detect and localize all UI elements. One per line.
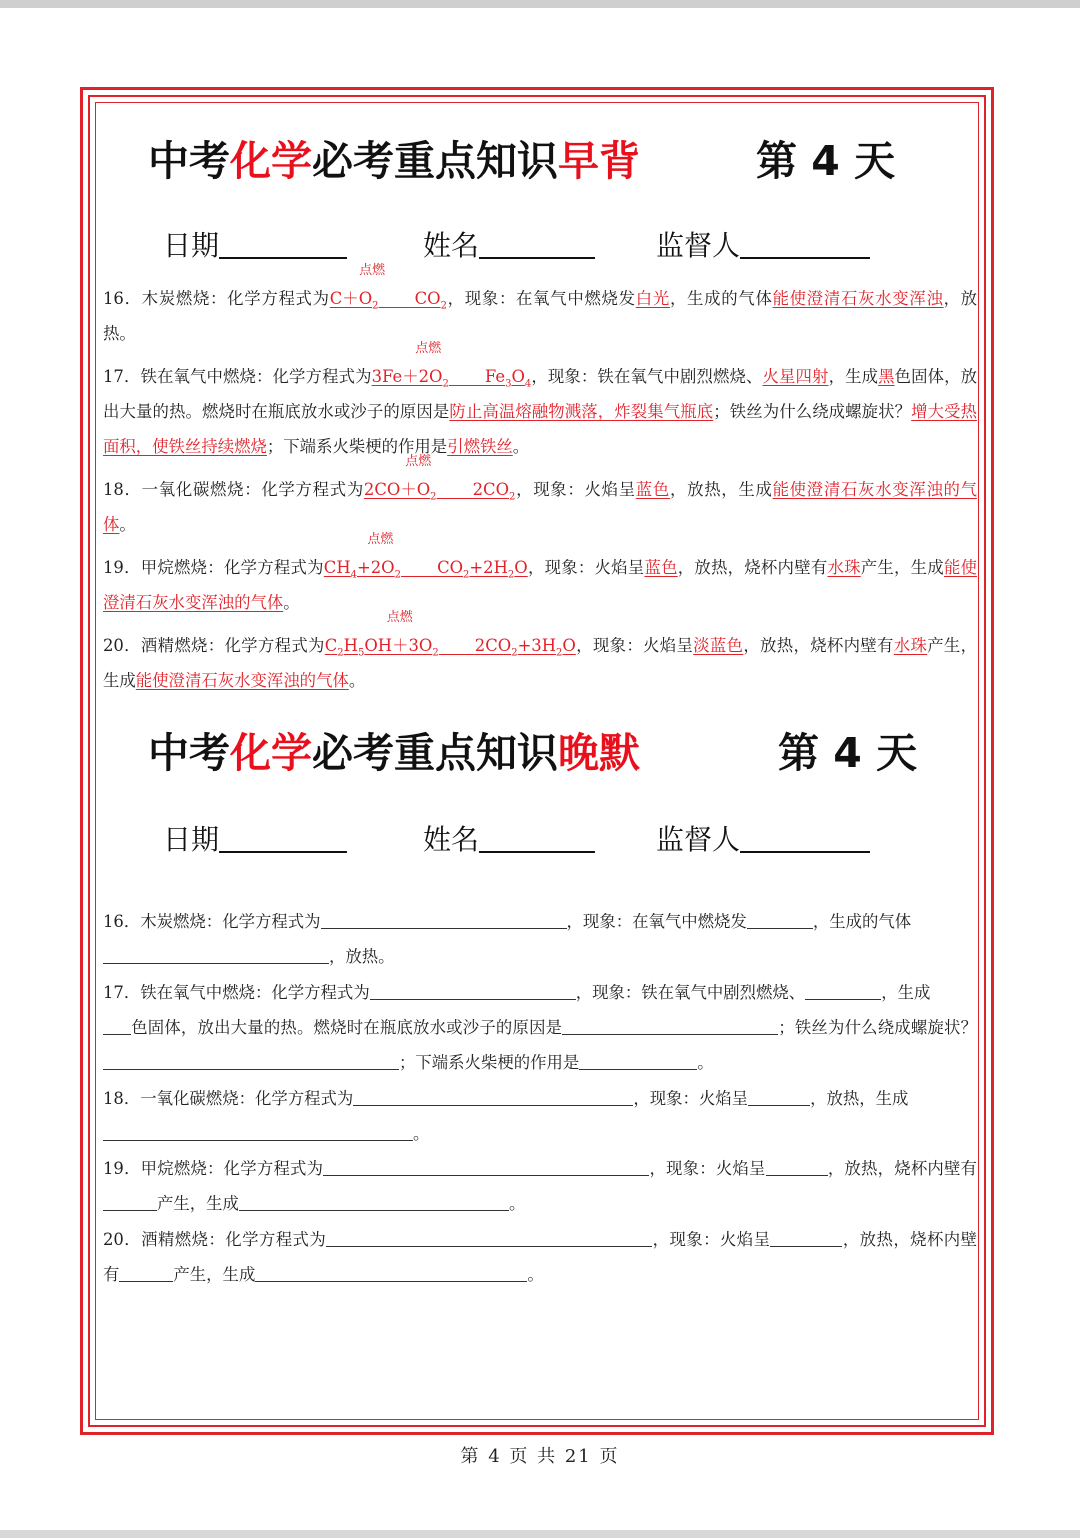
answer-blank[interactable] [766, 1159, 828, 1176]
supervisor-label: 监督人 [656, 823, 741, 856]
text-span: CO [437, 558, 464, 577]
text-span: ，生成的气体 [812, 912, 912, 931]
text-span: ，生成 [828, 367, 879, 386]
answer-blank[interactable] [103, 947, 329, 964]
text-span: 色固体，放出大量的热。燃烧时在瓶底放水或沙子的原因是 [103, 367, 978, 421]
subscript: 2 [432, 647, 439, 659]
text-span: H [343, 636, 358, 655]
text-span: CO [414, 289, 441, 308]
answer-blank[interactable] [747, 912, 813, 929]
answer-text [472, 480, 516, 503]
text-span: ，现象：火焰呈 [652, 1230, 771, 1249]
text-span: ，现象：火焰呈 [633, 1089, 749, 1108]
morning-item-18 [103, 454, 978, 542]
answer-blank[interactable] [239, 1194, 509, 1211]
answer-blank[interactable] [770, 1230, 842, 1247]
evening-date-field [163, 818, 347, 858]
text-span: O [511, 367, 525, 386]
text-span: 。 [119, 515, 136, 534]
text-span: 3Fe＋2O [371, 367, 443, 386]
text-span: ，放热，烧杯内壁有 [103, 1230, 978, 1284]
text-span: ，放热。 [329, 947, 395, 966]
evening-item-20 [103, 1222, 977, 1292]
text-span: ，放热，生成 [810, 1089, 909, 1108]
answer-text: 水珠 [893, 636, 928, 655]
text-span: ，现象：火焰呈 [515, 480, 636, 499]
text-span: 2CO [474, 636, 512, 655]
text-span: 。 [348, 671, 366, 690]
answer-text [371, 341, 485, 394]
evening-supervisor-field [656, 818, 870, 858]
subscript: 4 [524, 378, 532, 390]
text-span: 。 [508, 1194, 526, 1213]
text-span: 。 [283, 593, 300, 612]
text-span: 16．木炭燃烧：化学方程式为 [103, 289, 330, 308]
answer-blank[interactable] [805, 983, 881, 1000]
text-span: ，生成 [881, 983, 931, 1002]
answer-blank[interactable] [321, 912, 567, 929]
text-span: 点燃 [367, 532, 394, 547]
text-span: C＋O [329, 289, 373, 308]
text-span: 点燃 [359, 263, 386, 278]
text-span: ，现象：铁在氧气中剧烈燃烧、 [575, 983, 806, 1002]
answer-blank[interactable] [326, 1230, 652, 1247]
subscript: 5 [357, 647, 365, 659]
evening-item-16 [103, 904, 977, 974]
text-span: ，现象：在氧气中燃烧发 [446, 289, 636, 308]
text-span: +2O [357, 558, 395, 577]
date-blank[interactable] [219, 231, 347, 259]
text-span: O [562, 636, 576, 655]
name-blank[interactable] [479, 825, 595, 853]
text-span: 16．木炭燃烧：化学方程式为 [103, 912, 321, 931]
answer-text: 引燃铁丝 [447, 437, 513, 456]
text-span: 产生，生成 [103, 636, 978, 690]
answer-blank[interactable] [353, 1089, 633, 1106]
text-span: ，现象：在氧气中燃烧发 [566, 912, 747, 931]
morning-item-17 [103, 341, 978, 464]
answer-text: 能使澄清石灰水变浑浊的气体 [103, 558, 977, 612]
evening-day-label: 第 4 天 [778, 729, 918, 777]
text-span: ，放热，烧杯内壁有 [743, 636, 894, 655]
answer-text: 淡蓝色 [693, 636, 744, 655]
subscript: 2 [394, 569, 401, 581]
answer-text [484, 367, 532, 390]
evening-name-field [423, 818, 595, 858]
title-highlight-morning: 早背 [558, 137, 640, 185]
text-span: 产生，生成 [157, 1194, 239, 1213]
text-span: ，现象：火焰呈 [575, 636, 694, 655]
text-span: ，放热，生成 [670, 480, 773, 499]
answer-text [329, 263, 415, 316]
text-span: ，放热。 [103, 289, 978, 343]
answer-text [474, 636, 576, 659]
text-span: ；下端系火柴梗的作用是 [399, 1053, 580, 1072]
text-span: 18．一氧化碳燃烧：化学方程式为 [103, 1089, 354, 1108]
answer-blank[interactable] [562, 1018, 778, 1035]
subscript: 2 [507, 569, 515, 581]
supervisor-blank[interactable] [740, 231, 870, 259]
title-highlight-evening: 晚默 [558, 729, 640, 777]
answer-blank[interactable] [103, 1124, 413, 1141]
text-span: 18．一氧化碳燃烧：化学方程式为 [103, 480, 364, 499]
text-span: 2CO＋O [363, 480, 431, 499]
text-span: ；铁丝为什么绕成螺旋状？ [778, 1018, 978, 1037]
answer-blank[interactable] [748, 1089, 810, 1106]
text-span: 19．甲烷燃烧：化学方程式为 [103, 558, 324, 577]
text-span: 色固体，放出大量的热。燃烧时在瓶底放水或沙子的原因是 [131, 1018, 563, 1037]
answer-text [324, 610, 475, 663]
evening-title [148, 720, 640, 779]
text-span: 20．酒精燃烧：化学方程式为 [103, 1230, 327, 1249]
title-part: 中考 [148, 137, 230, 185]
morning-supervisor-field [656, 224, 870, 264]
name-label: 姓名 [423, 823, 480, 856]
answer-text [414, 289, 447, 312]
answer-text [363, 454, 473, 507]
text-span: 。 [512, 437, 530, 456]
morning-title [148, 128, 640, 187]
subscript: 2 [511, 647, 518, 659]
subscript: 2 [509, 491, 516, 503]
morning-item-16 [103, 263, 978, 351]
text-span: +2H [469, 558, 508, 577]
evening-item-17 [103, 975, 977, 1080]
answer-blank[interactable] [119, 1265, 173, 1282]
text-span: 17．铁在氧气中燃烧：化学方程式为 [103, 983, 370, 1002]
date-label: 日期 [163, 229, 220, 262]
text-span: +3H [517, 636, 557, 655]
text-span: ，现象：火焰呈 [527, 558, 645, 577]
text-span: ；铁丝为什么绕成螺旋状？ [713, 402, 912, 421]
title-highlight-chemistry: 化学 [230, 729, 312, 777]
answer-text: 火星四射 [762, 367, 829, 386]
text-span: 。 [527, 1265, 544, 1284]
title-part: 中考 [148, 729, 230, 777]
morning-name-field [423, 224, 595, 264]
date-blank[interactable] [219, 825, 347, 853]
text-span: 产生，生成 [173, 1265, 256, 1284]
evening-item-19 [103, 1151, 977, 1221]
text-span: 点燃 [415, 341, 442, 356]
answer-blank[interactable] [370, 983, 576, 1000]
text-span: ，放热，烧杯内壁有 [827, 1159, 978, 1178]
subscript: 2 [440, 300, 447, 312]
subscript: 2 [372, 300, 379, 312]
answer-blank[interactable] [103, 1194, 157, 1211]
answer-blank[interactable] [255, 1265, 527, 1282]
page-number: 第 4 页 共 21 页 [460, 1446, 620, 1467]
text-span: 19．甲烷燃烧：化学方程式为 [103, 1159, 324, 1178]
subscript: 2 [463, 569, 470, 581]
subscript: 2 [430, 491, 437, 503]
text-span: 点燃 [405, 454, 432, 469]
text-span: C [324, 636, 338, 655]
answer-blank[interactable] [103, 1018, 131, 1035]
answer-blank[interactable] [323, 1159, 649, 1176]
answer-text: 能使澄清石灰水变浑浊的气体 [135, 671, 349, 690]
subscript: 2 [442, 378, 449, 390]
subscript: 2 [556, 647, 563, 659]
top-edge [0, 0, 1080, 8]
title-highlight-chemistry: 化学 [230, 137, 312, 185]
morning-item-19 [103, 532, 977, 620]
morning-date-field [163, 224, 347, 264]
text-span: 2CO [472, 480, 510, 499]
text-span: 20．酒精燃烧：化学方程式为 [103, 636, 325, 655]
bottom-edge [0, 1530, 1080, 1538]
text-span: CH [323, 558, 351, 577]
text-span: ，生成的气体 [669, 289, 773, 308]
evening-item-18 [103, 1081, 977, 1151]
morning-item-20 [103, 610, 978, 698]
text-span: Fe [484, 367, 506, 386]
text-span: ，现象：铁在氧气中剧烈燃烧、 [531, 367, 763, 386]
title-part: 必考重点知识 [312, 137, 558, 185]
answer-text: 白光 [635, 289, 670, 308]
answer-text: 防止高温熔融物溅落，炸裂集气瓶底 [449, 402, 714, 421]
morning-day-label: 第 4 天 [756, 137, 896, 185]
answer-text: 水珠 [827, 558, 861, 577]
answer-text [323, 532, 437, 585]
answer-text: 黑 [878, 367, 895, 386]
subscript: 2 [337, 647, 344, 659]
text-span: 。 [697, 1053, 714, 1072]
text-span: 17．铁在氧气中燃烧：化学方程式为 [103, 367, 372, 386]
text-span: OH＋3O [364, 636, 433, 655]
answer-text [437, 558, 528, 581]
text-span: ，现象：火焰呈 [649, 1159, 766, 1178]
supervisor-blank[interactable] [740, 825, 870, 853]
answer-text: 蓝色 [635, 480, 670, 499]
answer-text: 能使澄清石灰水变浑浊 [772, 289, 944, 308]
name-blank[interactable] [479, 231, 595, 259]
text-span: 产生，生成 [860, 558, 944, 577]
date-label: 日期 [163, 823, 220, 856]
subscript: 4 [350, 569, 358, 581]
answer-text: 蓝色 [644, 558, 678, 577]
text-span: 。 [413, 1124, 430, 1143]
text-span: O [514, 558, 528, 577]
answer-text: 能使澄清石灰水变浑浊的气体 [103, 480, 978, 534]
title-part: 必考重点知识 [312, 729, 558, 777]
name-label: 姓名 [423, 229, 480, 262]
text-span: 点燃 [386, 610, 413, 625]
text-span: ；下端系火柴梗的作用是 [266, 437, 448, 456]
subscript: 3 [505, 378, 512, 390]
answer-blank[interactable] [103, 1053, 399, 1070]
answer-text: 增大受热面积，使铁丝持续燃烧 [103, 402, 978, 456]
answer-blank[interactable] [579, 1053, 697, 1070]
text-span: ，放热，烧杯内壁有 [677, 558, 828, 577]
supervisor-label: 监督人 [656, 229, 741, 262]
